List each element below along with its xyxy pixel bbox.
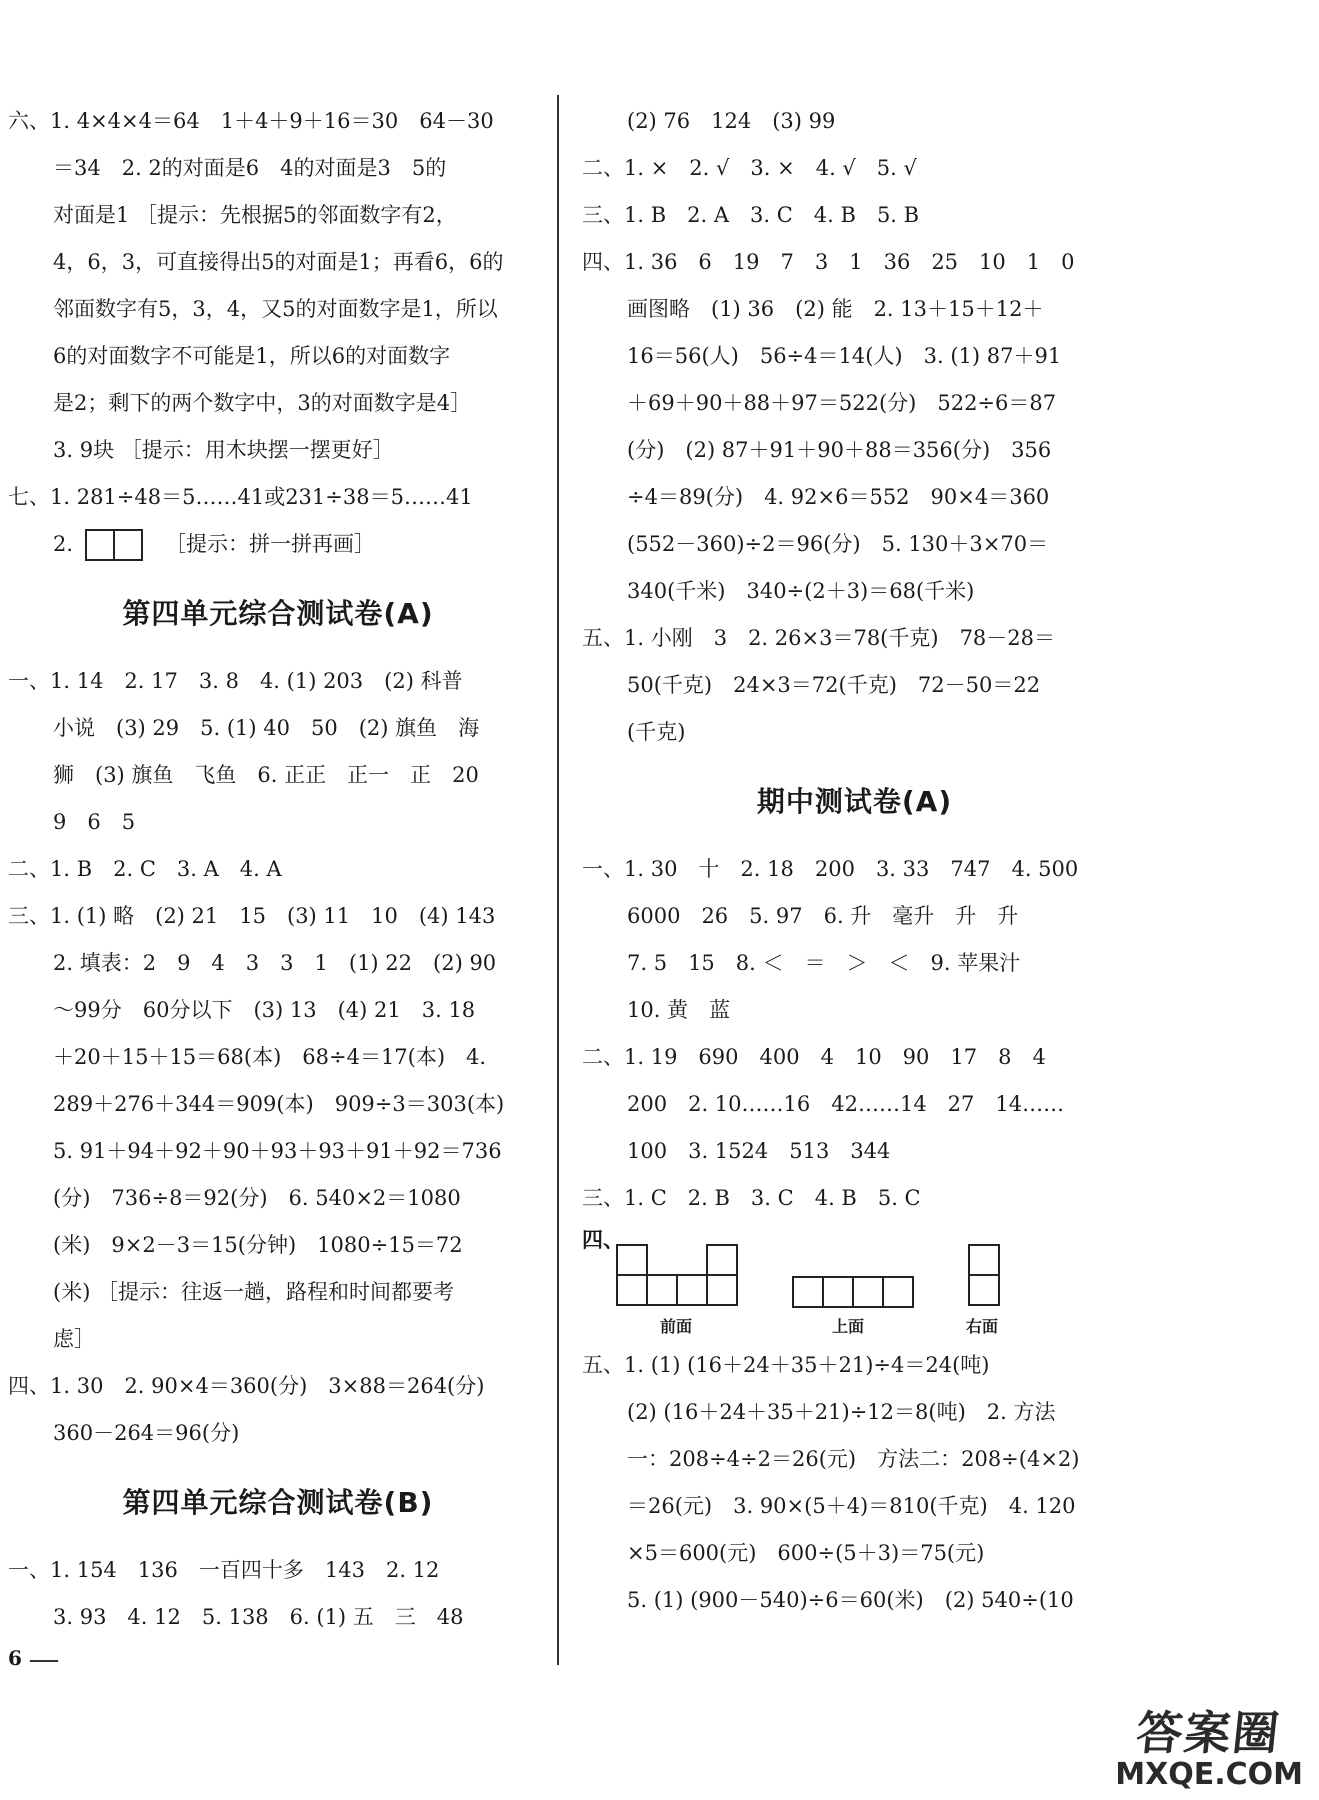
question-number: 2. <box>53 532 74 556</box>
answer-line: 五、1. 小刚 3 2. 26×3＝78(千克) 78－28＝ <box>582 626 1056 650</box>
right-column <box>582 98 1127 1624</box>
answer-line: 340(千米) 340÷(2＋3)＝68(千米) <box>627 579 975 603</box>
unit-four-test-b-continued <box>582 98 1127 756</box>
answer-line: 三、1. C 2. B 3. C 4. B 5. C <box>582 1186 921 1210</box>
answer-line: 5. 91＋94＋92＋90＋93＋93＋91＋92＝736 <box>53 1139 502 1163</box>
left-column <box>8 98 548 1641</box>
hint-text: ［提示：拼一拼再画］ <box>165 532 376 556</box>
unit-four-test-a <box>8 658 548 1457</box>
side-view-drawing <box>968 1244 1000 1306</box>
square <box>85 529 115 561</box>
answer-line: 是2；剩下的两个数字中，3的对面数字是4］ <box>53 391 472 415</box>
answer-line: 2. 填表：2 9 4 3 3 1 (1) 22 (2) 90 <box>53 951 497 975</box>
section-title: 第四单元综合测试卷(B) <box>122 1486 434 1519</box>
answer-line: 虑］ <box>53 1327 95 1351</box>
answer-line: 9 6 5 <box>53 810 136 834</box>
answer-line-with-squares <box>8 521 548 568</box>
three-views-diagram <box>582 1222 1127 1342</box>
answer-line: 7. 5 15 8. ＜ ＝ ＞ ＜ 9. 苹果汁 <box>627 951 1021 975</box>
answer-line: 四、1. 30 2. 90×4＝360(分) 3×88＝264(分) <box>8 1374 485 1398</box>
answer-line: 50(千克) 24×3＝72(千克) 72－50＝22 <box>627 673 1041 697</box>
answer-line: ÷4＝89(分) 4. 92×6＝552 90×4＝360 <box>627 485 1050 509</box>
top-view-drawing <box>792 1276 914 1308</box>
answer-line: 对面是1 ［提示：先根据5的邻面数字有2， <box>53 203 457 227</box>
answer-line: ＝34 2. 2的对面是6 4的对面是3 5的 <box>53 156 447 180</box>
answer-line: 三、1. B 2. A 3. C 4. B 5. B <box>582 203 920 227</box>
answer-line: 360－264＝96(分) <box>53 1421 240 1445</box>
answer-line: 七、1. 281÷48＝5……41或231÷38＝5……41 <box>8 485 473 509</box>
answer-line: 一、1. 154 136 一百四十多 143 2. 12 <box>8 1558 440 1582</box>
answer-line: 邻面数字有5，3，4，又5的对面数字是1，所以 <box>53 297 498 321</box>
answer-line: (米) 9×2－3＝15(分钟) 1080÷15＝72 <box>53 1233 463 1257</box>
page-number-dash <box>30 1660 58 1662</box>
answer-line: ×5＝600(元) 600÷(5＋3)＝75(元) <box>627 1541 985 1565</box>
answer-line: 狮 (3) 旗鱼 飞鱼 6. 正正 正一 正 20 <box>53 763 479 787</box>
watermark-logo-text: 答案圈 <box>1133 1706 1284 1760</box>
answer-line: 六、1. 4×4×4＝64 1＋4＋9＋16＝30 64－30 <box>8 109 494 133</box>
answer-line: (2) 76 124 (3) 99 <box>627 109 836 133</box>
answer-line: 10. 黄 蓝 <box>627 998 731 1022</box>
watermark-url: MXQE.COM <box>1115 1757 1303 1792</box>
answer-line: 4，6，3，可直接得出5的对面是1；再看6，6的 <box>53 250 504 274</box>
column-divider <box>557 95 559 1665</box>
answer-line: ＋69＋90＋88＋97＝522(分) 522÷6＝87 <box>627 391 1057 415</box>
section-six <box>8 98 548 474</box>
answer-line: (552－360)÷2＝96(分) 5. 130＋3×70＝ <box>627 532 1049 556</box>
answer-line: 200 2. 10……16 42……14 27 14…… <box>627 1092 1065 1116</box>
section-title: 期中测试卷(A) <box>756 785 953 818</box>
answer-line: 6的对面数字不可能是1，所以6的对面数字 <box>53 344 451 368</box>
answer-line: 289＋276＋344＝909(本) 909÷3＝303(本) <box>53 1092 505 1116</box>
answer-line: ～99分 60分以下 (3) 13 (4) 21 3. 18 <box>53 998 476 1022</box>
answer-line: (米) ［提示：往返一趟，路程和时间都要考 <box>53 1280 455 1304</box>
answer-line: ＋20＋15＋15＝68(本) 68÷4＝17(本) 4. <box>53 1045 487 1069</box>
answer-line: 一：208÷4÷2＝26(元) 方法二：208÷(4×2) <box>627 1447 1080 1471</box>
answer-line: (分) 736÷8＝92(分) 6. 540×2＝1080 <box>53 1186 461 1210</box>
answer-line: 五、1. (1) (16＋24＋35＋21)÷4＝24(吨) <box>582 1353 990 1377</box>
answer-line: (分) (2) 87＋91＋90＋88＝356(分) 356 <box>627 438 1052 462</box>
question-label: 四、 <box>582 1227 624 1252</box>
answer-line: 3. 93 4. 12 5. 138 6. (1) 五 三 48 <box>53 1605 464 1629</box>
answer-line: 三、1. (1) 略 (2) 21 15 (3) 11 10 (4) 143 <box>8 904 496 928</box>
answer-line: 小说 (3) 29 5. (1) 40 50 (2) 旗鱼 海 <box>53 716 480 740</box>
answer-line: 一、1. 14 2. 17 3. 8 4. (1) 203 (2) 科普 <box>8 669 463 693</box>
unit-four-test-b <box>8 1547 548 1641</box>
midterm-test-a <box>582 846 1127 1624</box>
answer-line: 二、1. × 2. √ 3. × 4. √ 5. √ <box>582 156 917 180</box>
answer-line: 6000 26 5. 97 6. 升 毫升 升 升 <box>627 904 1019 928</box>
page-number: 6 <box>8 1646 22 1670</box>
square <box>113 529 143 561</box>
answer-line: 16＝56(人) 56÷4＝14(人) 3. (1) 87＋91 <box>627 344 1062 368</box>
answer-line: 100 3. 1524 513 344 <box>627 1139 891 1163</box>
answer-line: ＝26(元) 3. 90×(5＋4)＝810(千克) 4. 120 <box>627 1494 1076 1518</box>
answer-line: 3. 9块 ［提示：用木块摆一摆更好］ <box>53 438 394 462</box>
answer-line: 四、1. 36 6 19 7 3 1 36 25 10 1 0 <box>582 250 1075 274</box>
answer-line: (2) (16＋24＋35＋21)÷12＝8(吨) 2. 方法 <box>627 1400 1056 1424</box>
square-pattern-drawing <box>85 529 143 561</box>
answer-line: 5. (1) (900－540)÷6＝60(米) (2) 540÷(10 <box>627 1588 1074 1612</box>
side-view-label: 右面 <box>966 1317 999 1336</box>
front-view-label: 前面 <box>660 1317 693 1336</box>
answer-line: (千克) <box>627 720 686 744</box>
front-view-drawing <box>616 1244 738 1306</box>
watermark-logo <box>1115 1697 1303 1792</box>
answer-line: 二、1. B 2. C 3. A 4. A <box>8 857 282 881</box>
top-view-label: 上面 <box>832 1317 865 1336</box>
answer-line: 一、1. 30 十 2. 18 200 3. 33 747 4. 500 <box>582 857 1079 881</box>
section-title: 第四单元综合测试卷(A) <box>122 597 434 630</box>
answer-line: 二、1. 19 690 400 4 10 90 17 8 4 <box>582 1045 1046 1069</box>
answer-line: 画图略 (1) 36 (2) 能 2. 13＋15＋12＋ <box>627 297 1044 321</box>
